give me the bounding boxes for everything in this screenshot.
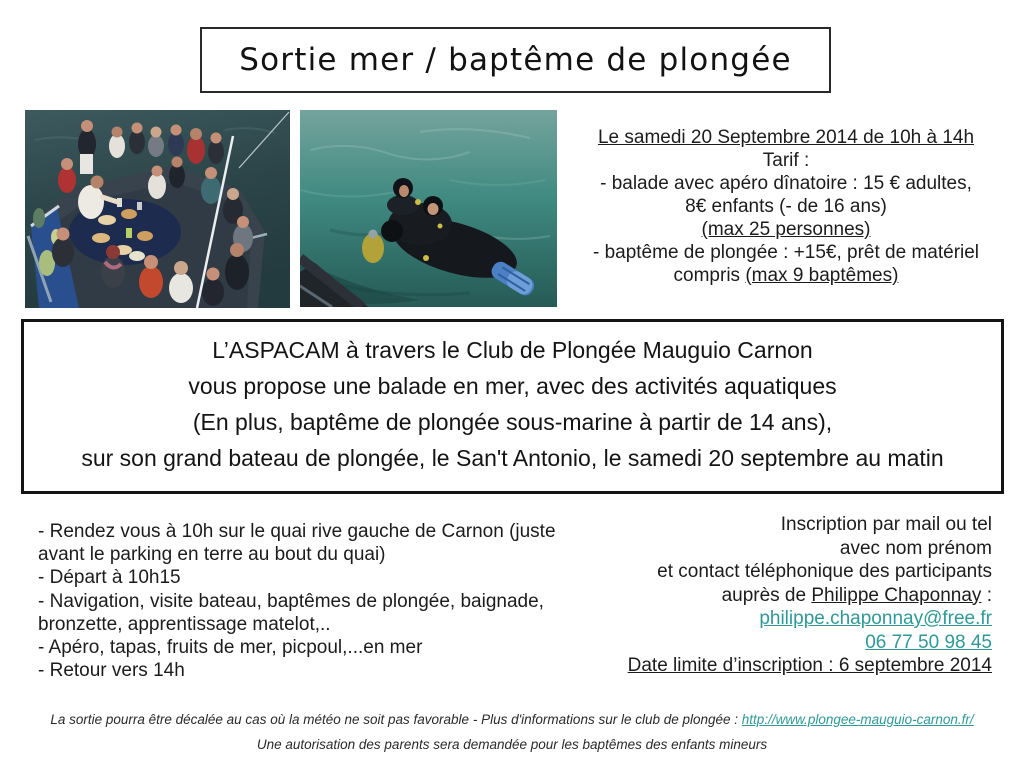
details-list xyxy=(38,520,658,682)
intro-line-3: (En plus, baptême de plongée sous-marine à partir de 14 ans), xyxy=(192,409,833,435)
club-website-link[interactable]: http://www.plongee-mauguio-carnon.fr/ xyxy=(741,712,974,727)
intro-line-4: sur son grand bateau de plongée, le San't Antonio, le samedi 20 septembre au matin xyxy=(81,445,944,471)
email-link[interactable]: philippe.chaponnay@free.fr xyxy=(759,608,992,629)
contact-aupres-prefix: auprès de xyxy=(721,584,812,606)
boat-group-photo-art xyxy=(25,110,290,308)
detail-line: - Retour vers 14h xyxy=(38,660,185,682)
contact-line-4 xyxy=(580,584,992,608)
footnote-line-1 xyxy=(0,707,1024,732)
contact-aupres-suffix: : xyxy=(981,584,992,606)
tariff-max-baptemes: (max 9 baptêmes) xyxy=(745,265,899,286)
contact-block xyxy=(580,513,992,678)
footnote-weather-text: La sortie pourra être décalée au cas où la météo ne soit pas favorable - Plus d'informations sur le club de plongée : xyxy=(50,712,742,727)
intro-line-2: vous propose une balade en mer, avec des activités aquatiques xyxy=(188,373,837,399)
detail-line: bronzette, apprentissage matelot,.. xyxy=(38,613,331,635)
detail-line: - Départ à 10h15 xyxy=(38,567,181,589)
footnote xyxy=(0,707,1024,757)
tariff-balade: - balade avec apéro dînatoire : 15 € adultes, xyxy=(600,173,972,194)
divers-photo-art xyxy=(300,110,557,307)
tariff-label: Tarif : xyxy=(762,150,810,171)
contact-line-3: et contact téléphonique des participants xyxy=(657,561,992,582)
tariff-compris xyxy=(558,264,1014,287)
page-title: Sortie mer / baptême de plongée xyxy=(239,42,792,78)
detail-line: - Rendez vous à 10h sur le quai rive gauche de Carnon (juste xyxy=(38,521,556,542)
phone-link[interactable]: 06 77 50 98 45 xyxy=(865,631,992,653)
detail-line: avant le parking en terre au bout du quai) xyxy=(38,544,386,566)
divers-photo xyxy=(300,110,557,307)
detail-line: - Apéro, tapas, fruits de mer, picpoul,...en mer xyxy=(38,637,423,659)
tariff-enfants: 8€ enfants (- de 16 ans) xyxy=(685,196,887,217)
event-date: Le samedi 20 Septembre 2014 de 10h à 14h xyxy=(597,127,975,148)
detail-line: - Navigation, visite bateau, baptêmes de plongée, baignade, xyxy=(38,590,544,612)
contact-person-name: Philippe Chaponnay xyxy=(811,584,982,606)
tariff-bapteme: - baptême de plongée : +15€, prêt de matériel xyxy=(592,242,980,263)
contact-line-2: avec nom prénom xyxy=(839,537,992,559)
intro-line-1: L’ASPACAM à travers le Club de Plongée Mauguio Carnon xyxy=(212,337,813,363)
deadline-text: Date limite d’inscription : 6 septembre 2014 xyxy=(627,655,992,676)
tariff-block xyxy=(558,126,1014,287)
tariff-compris-prefix: compris xyxy=(673,265,746,286)
contact-line-1: Inscription par mail ou tel xyxy=(780,514,992,535)
title-box xyxy=(200,27,831,93)
boat-group-photo xyxy=(25,110,290,308)
intro-box xyxy=(21,319,1004,494)
tariff-max-personnes: (max 25 personnes) xyxy=(701,219,871,240)
footnote-line-2: Une autorisation des parents sera demandée pour les baptêmes des enfants mineurs xyxy=(256,737,768,752)
